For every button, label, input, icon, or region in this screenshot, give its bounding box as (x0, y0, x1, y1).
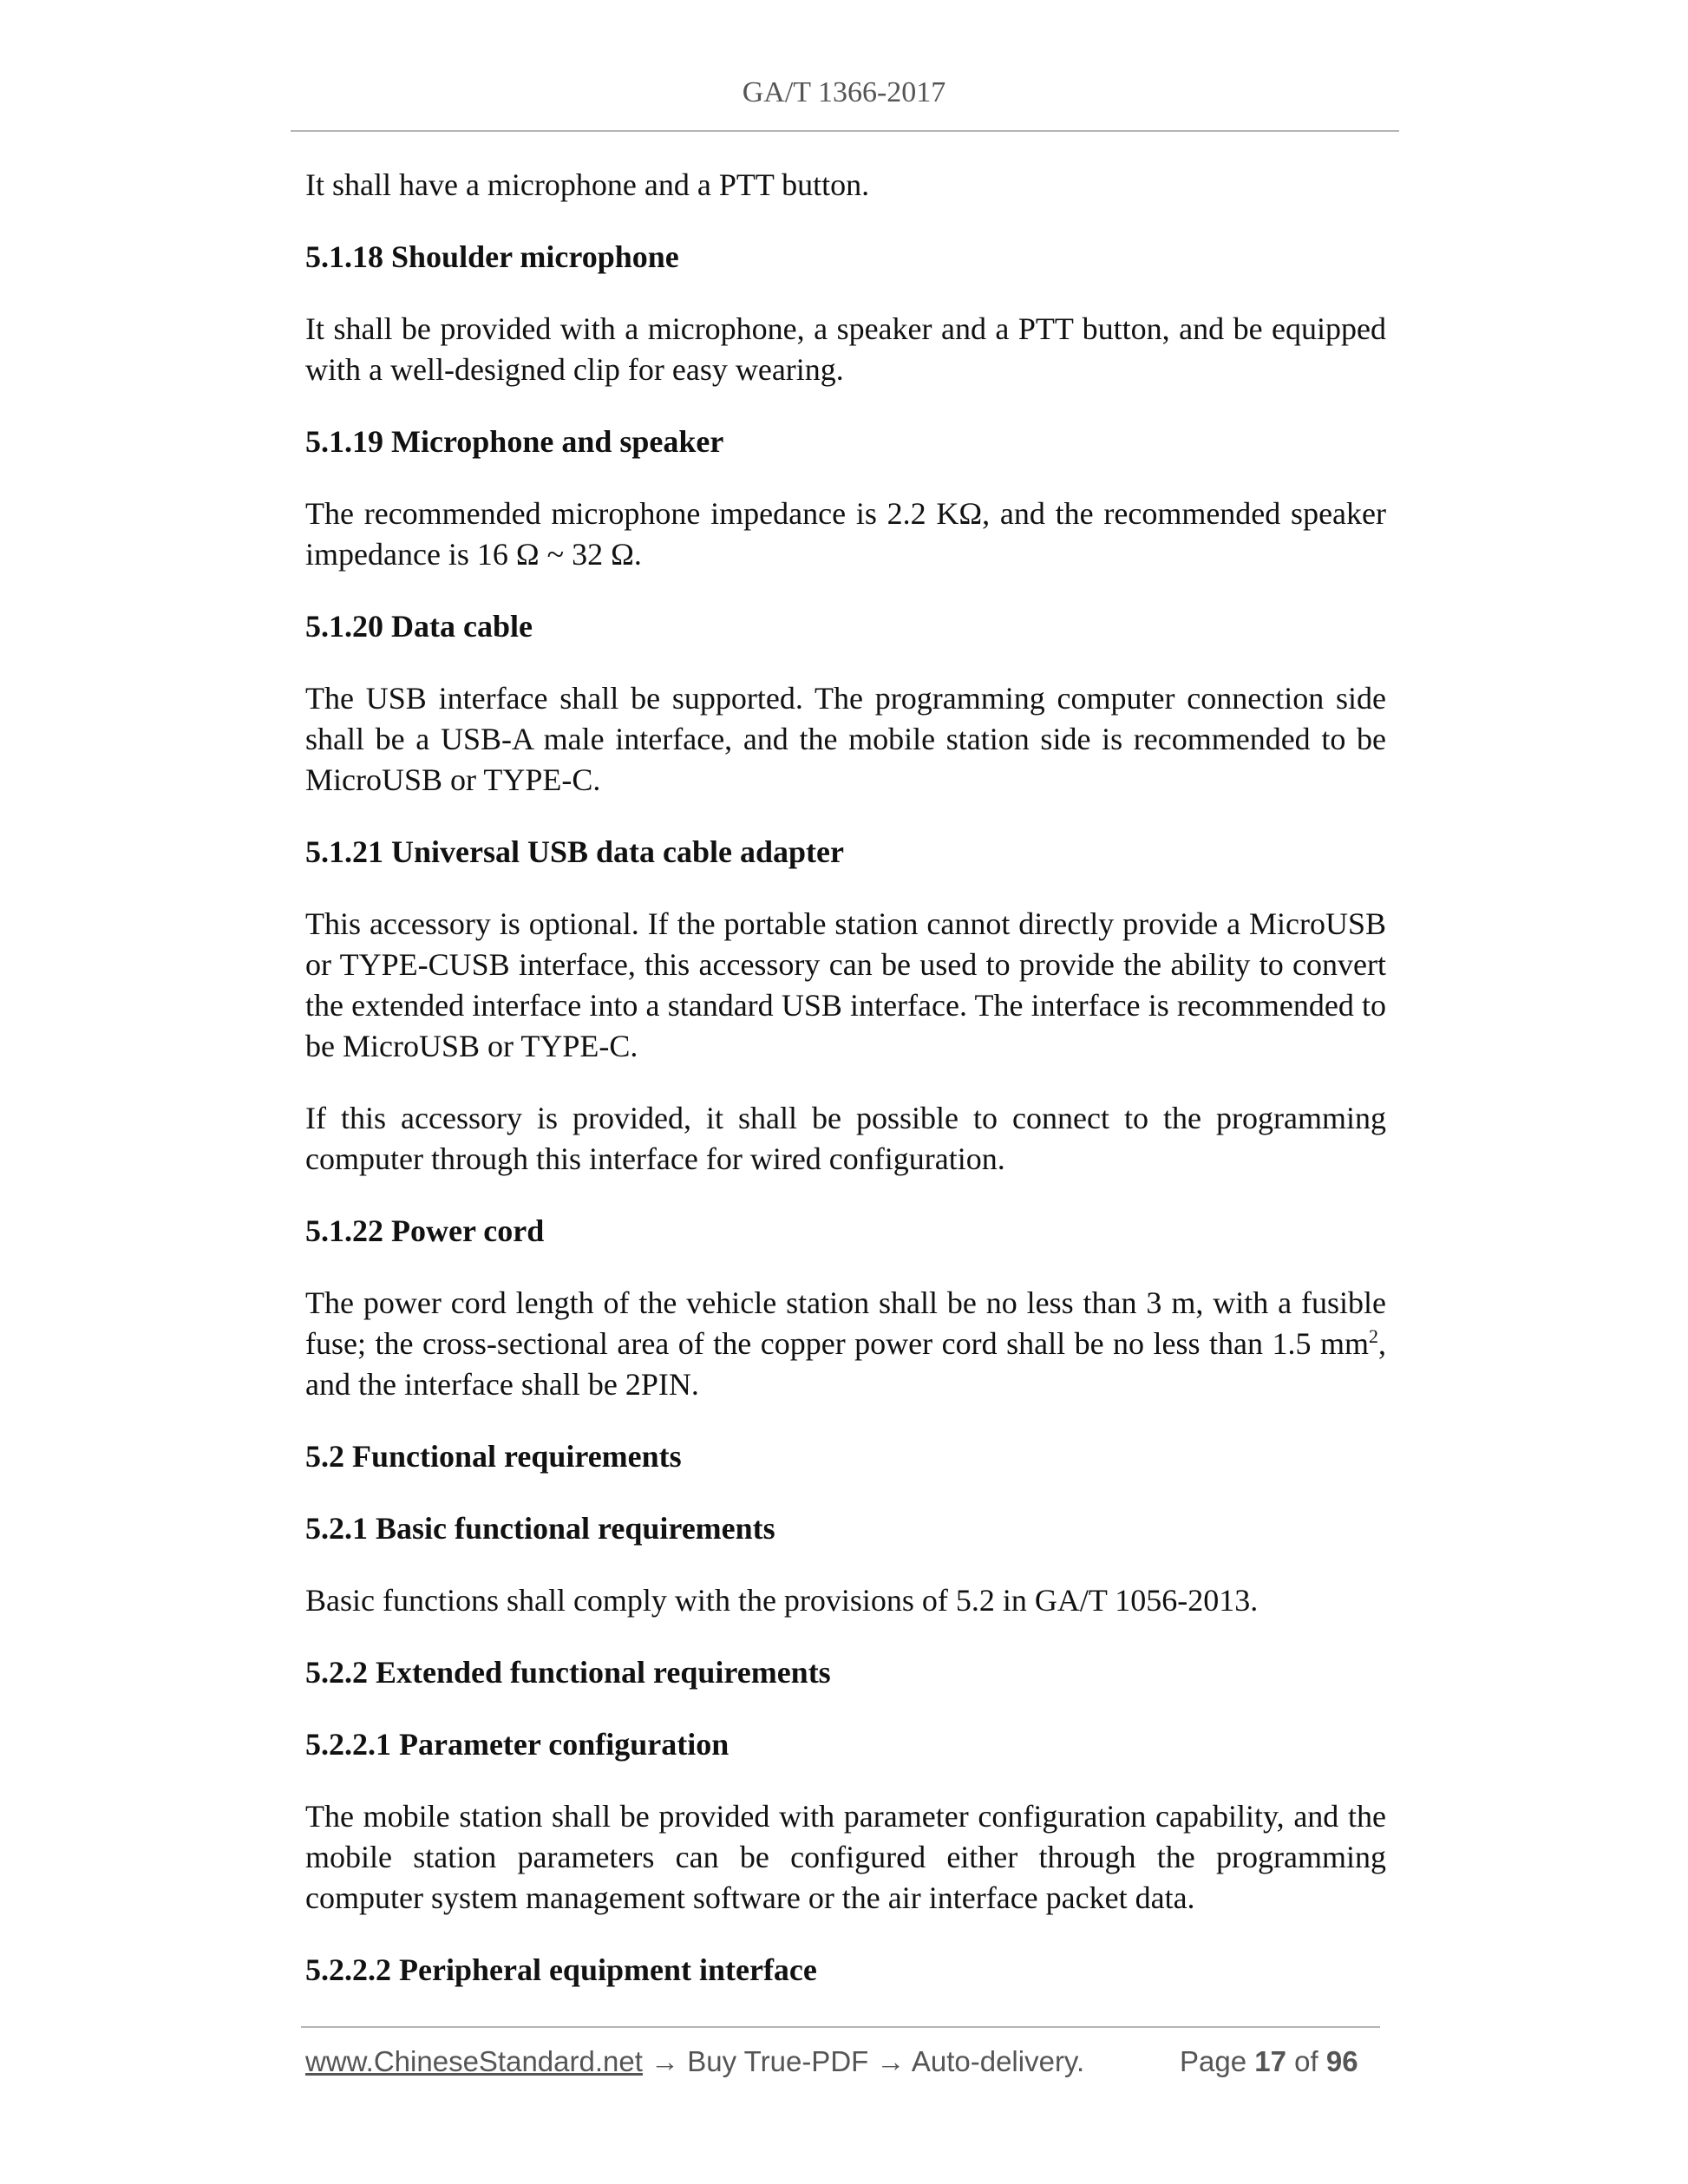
page-label: Page (1180, 2045, 1247, 2077)
paragraph: It shall be provided with a microphone, a speaker and a PTT button, and be equipped with a well-designed clip for easy wearing. (305, 311, 1386, 387)
section-heading-5-2-2: 5.2.2 Extended functional requirements (305, 1655, 831, 1690)
page-footer (305, 2045, 1381, 2087)
paragraph: If this accessory is provided, it shall be possible to connect to the programming computer through this interface for wired configuration. (305, 1101, 1386, 1176)
paragraph: Basic functions shall comply with the provisions of 5.2 in GA/T 1056-2013. (305, 1583, 1259, 1618)
paragraph-text: The power cord length of the vehicle station shall be no less than 3 m, with a fusible fuse; the cross-sectional area of the copper power cord shall be no less than 1.5 mm (305, 1285, 1386, 1361)
section-heading-5-1-22: 5.1.22 Power cord (305, 1213, 545, 1248)
superscript: 2 (1369, 1325, 1378, 1347)
section-heading-5-2-2-2: 5.2.2.2 Peripheral equipment interface (305, 1952, 817, 1987)
paragraph: The USB interface shall be supported. The programming computer connection side shall be a USB-A male interface, and the mobile station side is recommended to be MicroUSB or TYPE-C. (305, 681, 1386, 797)
current-page: 17 (1254, 2045, 1286, 2077)
section-heading-5-2-2-1: 5.2.2.1 Parameter configuration (305, 1727, 730, 1762)
paragraph (305, 1283, 1386, 1405)
paragraph: The mobile station shall be provided with parameter configuration capability, and the mobile station parameters can be configured either through the programming computer system management software or the air interface packet data. (305, 1799, 1386, 1915)
paragraph: This accessory is optional. If the portable station cannot directly provide a MicroUSB or TYPE-CUSB interface, this accessory can be used to provide the ability to convert the extended interface into a standard USB interface. The interface is recommended to be MicroUSB or TYPE-C. (305, 906, 1386, 1063)
header-divider (291, 130, 1399, 132)
paragraph: The recommended microphone impedance is 2.2 KΩ, and the recommended speaker impedance is 16 Ω ~ 32 Ω. (305, 496, 1386, 572)
website-link[interactable]: www.ChineseStandard.net (305, 2045, 643, 2077)
footer-promo (305, 2045, 1084, 2078)
section-heading-5-2-1: 5.2.1 Basic functional requirements (305, 1511, 775, 1546)
document-header-title: GA/T 1366-2017 (742, 76, 946, 108)
of-label: of (1294, 2045, 1318, 2077)
section-heading-5-1-19: 5.1.19 Microphone and speaker (305, 424, 724, 459)
document-body (305, 165, 1386, 2022)
section-heading-5-1-18: 5.1.18 Shoulder microphone (305, 239, 679, 274)
paragraph: It shall have a microphone and a PTT button. (305, 167, 870, 202)
arrow-icon: → (868, 2045, 912, 2077)
arrow-icon: → (642, 2045, 688, 2077)
auto-delivery-text: Auto-delivery. (911, 2045, 1085, 2077)
section-heading-5-2: 5.2 Functional requirements (305, 1439, 682, 1474)
buy-true-pdf-text: Buy True-PDF (687, 2045, 869, 2077)
section-heading-5-1-21: 5.1.21 Universal USB data cable adapter (305, 834, 844, 869)
page-number (1180, 2045, 1358, 2078)
footer-divider (301, 2026, 1380, 2028)
section-heading-5-1-20: 5.1.20 Data cable (305, 609, 533, 644)
total-pages: 96 (1325, 2045, 1358, 2077)
paragraph-text: , and the interface shall be 2PIN. (305, 1326, 1386, 1402)
